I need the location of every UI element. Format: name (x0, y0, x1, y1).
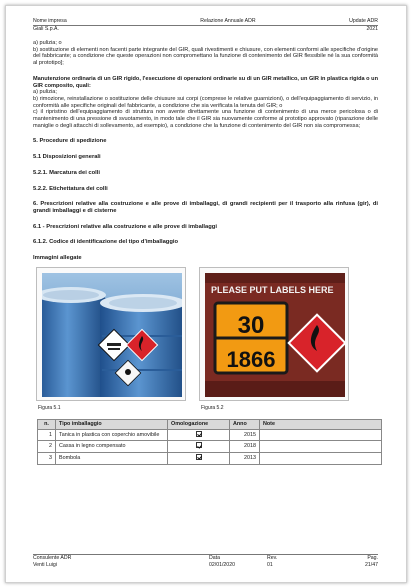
attached-images (33, 267, 378, 419)
cell-anno: 2013 (230, 453, 260, 465)
un-number: 1866 (226, 346, 276, 372)
images-title: Immagini allegate (33, 255, 82, 262)
document-title: Relazione Annuale ADR (200, 18, 256, 24)
heading-5-2-1: 5.2.1. Marcatura dei colli (33, 169, 101, 176)
cell-tipo: Bombola (56, 453, 168, 465)
table-row (38, 453, 382, 465)
hazard-number: 30 (237, 311, 265, 339)
col-anno: Anno (230, 419, 260, 429)
page-header (33, 18, 378, 33)
date-label: Data (209, 555, 220, 561)
figure-caption: Figura 5.1 (38, 404, 61, 411)
company-label: Nome impresa (33, 18, 67, 24)
paragraph: c) il ripristino dell'equipaggiamento di struttura non avente direttamente una funzione di contenimento di una merce pericolosa o di mantenimento di una pressione di svuotamento, in modo tale che il GIR sia nuovamente conforme al prototipo approvato (riparazione delle maniglie o degli attacchi di sollevamento, ad esempio), a condizione che la funzione di contenimento del GIR non sia compromessa; (33, 109, 378, 129)
heading-5-1: 5.1 Disposizioni generali (33, 154, 101, 161)
cell-n: 1 (38, 429, 56, 441)
checkbox-checked-icon (196, 454, 202, 460)
col-note: Note (260, 419, 382, 429)
col-omologazione: Omologazione (168, 419, 230, 429)
page-footer (33, 554, 378, 569)
cell-n: 3 (38, 453, 56, 465)
heading-6: 6. Prescrizioni relative alla costruzione e alle prove di imballaggi, di grandi recipienti per il trasporto alla rinfusa (gir), di grandi imballaggi e di cisterne (33, 201, 378, 214)
paragraph: a) pulizia; (33, 89, 57, 96)
cell-note (260, 429, 382, 441)
paragraph: b) rimozione, reinstallazione o sostituzione delle chiusure sui corpi (comprese le relative guarnizioni), o dell'equipaggiamento di servizio, in conformità alle specifiche originali del fabbricante, a condizione che sia verificata la tenuta del GIR; o (33, 95, 378, 109)
cell-note (260, 441, 382, 453)
rev-label: Rev. (267, 555, 278, 561)
heading-6-1-2: 6.1.2. Codice di identificazione del tipo d'imballaggio (33, 239, 179, 246)
checkbox-checked-icon (196, 442, 202, 448)
rev-value: 01 (267, 562, 273, 568)
page-label: Pag. (367, 555, 378, 561)
section-heading: Manutenzione ordinaria di un GIR rigido, l'esecuzione di operazioni ordinarie su di un GIR metallico, un GIR in plastica rigida o un GIR composito, quali: (33, 75, 378, 89)
document-page (5, 5, 407, 583)
cell-tipo: Tanica in plastica con coperchio amovibile (56, 429, 168, 441)
paragraph: b) sostituzione di elementi non facenti parte integrante del GIR, quali rivestimenti e chiusure, con elementi conformi alle specifiche d'origine del fabbricante; a condizione che queste operazioni non compromettano la funzione di contenimento del GIR flessibile né la sua conformità al prototipo]; (33, 46, 378, 67)
tanker-plate-photo (205, 273, 345, 397)
heading-5: 5. Procedure di spedizione (33, 138, 107, 145)
cell-omologazione (168, 429, 230, 441)
update-label: Update ADR (349, 18, 378, 24)
consultant-label: Consulente ADR (33, 555, 72, 561)
table-row (38, 441, 382, 453)
heading-6-1: 6.1 - Prescrizioni relative alla costruzione e alle prove di imballaggi (33, 223, 217, 230)
paragraph: a) pulizia; o (33, 40, 62, 46)
packaging-table (37, 419, 382, 465)
table-row (38, 429, 382, 441)
date-value: 02/01/2020 (209, 562, 235, 568)
cell-anno: 2015 (230, 429, 260, 441)
company-name: Giali S.p.A. (33, 26, 59, 32)
document-body (33, 40, 378, 465)
figure-tanker-plate (199, 267, 349, 401)
cell-omologazione (168, 453, 230, 465)
col-tipo: Tipo imballaggio (56, 419, 168, 429)
cell-tipo: Cassa in legno compensato (56, 441, 168, 453)
drums-photo (42, 273, 182, 397)
col-n: n. (38, 419, 56, 429)
page-number: 21/47 (365, 562, 378, 568)
figure-caption: Figura 5.2 (201, 404, 224, 411)
cell-n: 2 (38, 441, 56, 453)
figure-drums (36, 267, 186, 401)
table-header-row (38, 419, 382, 429)
sign-text: PLEASE PUT LABELS HERE (211, 284, 334, 295)
header-year: 2021 (366, 26, 378, 32)
cell-note (260, 453, 382, 465)
heading-5-2-2: 5.2.2. Etichettatura dei colli (33, 185, 108, 192)
cell-omologazione (168, 441, 230, 453)
cell-anno: 2018 (230, 441, 260, 453)
consultant-name: Venti Luigi (33, 562, 57, 568)
checkbox-checked-icon (196, 431, 202, 437)
